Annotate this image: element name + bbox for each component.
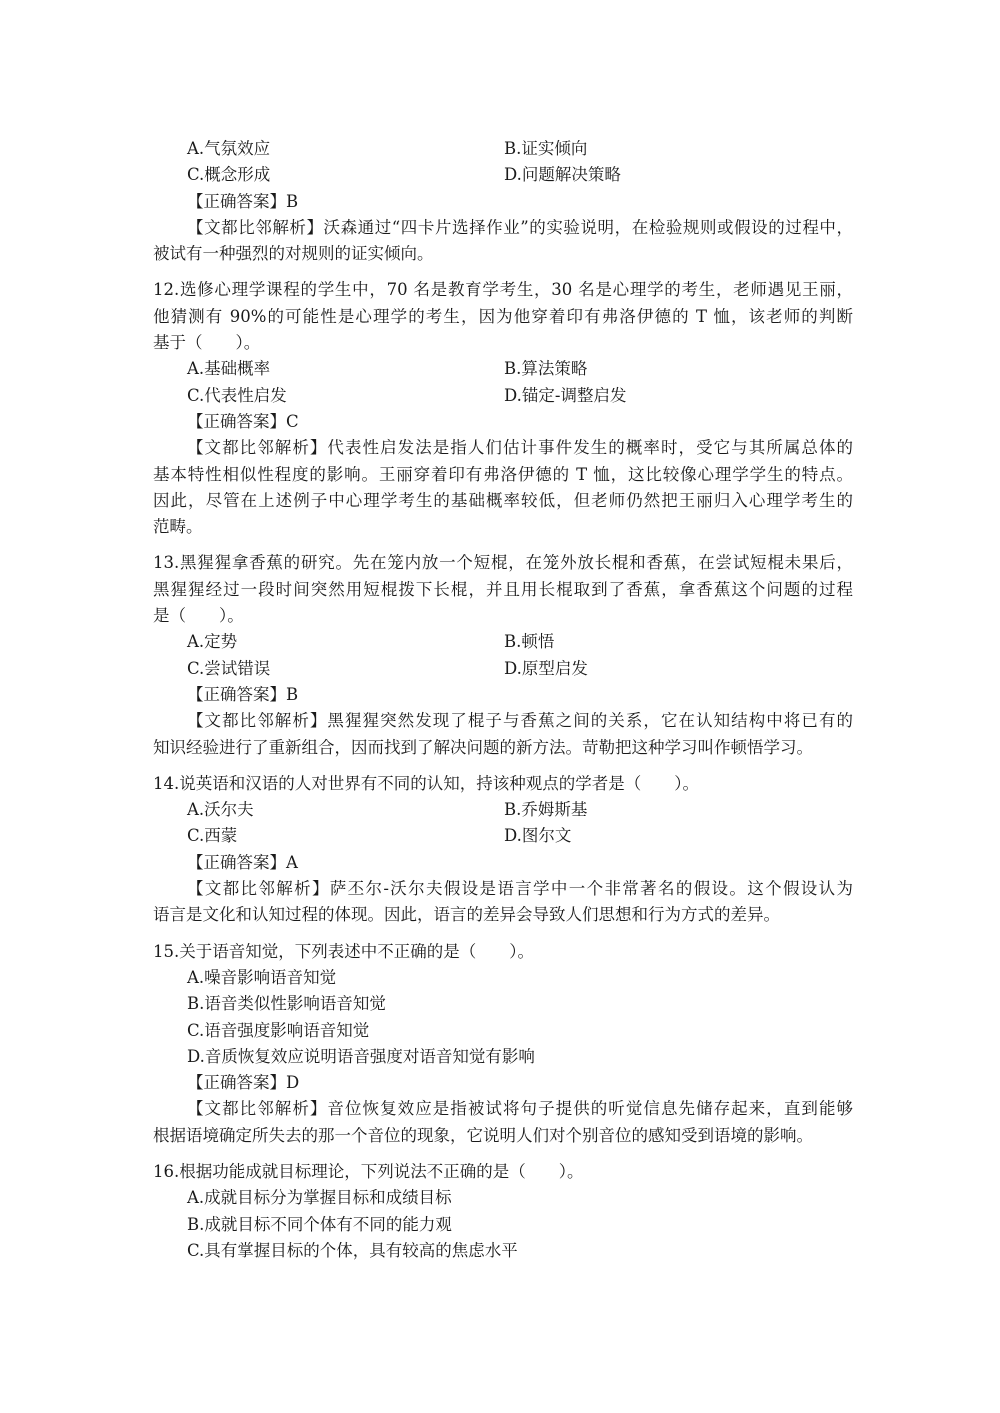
option-a: A.定势 [187, 632, 238, 652]
option-b: B.语音类似性影响语音知觉 [187, 994, 386, 1014]
question-12 [153, 277, 853, 540]
option-c: C.代表性启发 [187, 385, 287, 405]
option-b: B.顿悟 [504, 632, 555, 652]
option-c: C.尝试错误 [187, 658, 271, 678]
option-b: B.乔姆斯基 [504, 800, 588, 820]
question-11 [153, 136, 853, 267]
analysis-line: 【文都比邻解析】萨丕尔-沃尔夫假设是语言学中一个非常著名的假设。这个假设认为 [187, 879, 853, 899]
option-a: A.气氛效应 [187, 139, 271, 158]
analysis-line: 知识经验进行了重新组合，因而找到了解决问题的新方法。苛勒把这种学习叫作顿悟学习。 [153, 737, 813, 757]
analysis-line: 【文都比邻解析】黑猩猩突然发现了棍子与香蕉之间的关系，它在认知结构中将已有的 [187, 711, 853, 731]
option-row [153, 629, 853, 655]
question-stem-line: 黑猩猩经过一段时间突然用短棍拨下长棍，并且用长棍取到了香蕉，拿香蕉这个问题的过程 [153, 579, 853, 599]
analysis-line: 基本特性相似性程度的影响。王丽穿着印有弗洛伊德的 T 恤，这比较像心理学学生的特点。 [153, 464, 853, 484]
correct-answer: 【正确答案】D [187, 1073, 300, 1093]
question-stem-line: 16.根据功能成就目标理论，下列说法不正确的是（ ）。 [153, 1161, 584, 1181]
option-b: B.证实倾向 [504, 139, 588, 158]
question-stem-line: 12.选修心理学课程的学生中，70 名是教育学考生，30 名是心理学的考生，老师遇见王丽， [153, 280, 853, 300]
question-stem-line: 13.黑猩猩拿香蕉的研究。先在笼内放一个短棍，在笼外放长棍和香蕉，在尝试短棍未果后， [153, 553, 853, 573]
option-a: A.基础概率 [187, 359, 271, 379]
question-15 [153, 939, 853, 1149]
option-c: C.概念形成 [187, 165, 271, 185]
option-row [153, 136, 853, 162]
analysis-line: 【文都比邻解析】沃森通过“四卡片选择作业”的实验说明，在检验规则或假设的过程中， [187, 217, 853, 237]
option-c: C.语音强度影响语音知觉 [187, 1020, 370, 1040]
correct-answer: 【正确答案】C [187, 411, 299, 431]
option-b: B.算法策略 [504, 359, 588, 379]
option-b: B.成就目标不同个体有不同的能力观 [187, 1214, 452, 1234]
question-stem-line: 是（ ）。 [153, 606, 244, 626]
question-stem-line: 14.说英语和汉语的人对世界有不同的认知，持该种观点的学者是（ ）。 [153, 773, 699, 793]
option-d: D.图尔文 [504, 826, 572, 846]
option-row [153, 656, 853, 682]
option-d: D.音质恢复效应说明语音强度对语音知觉有影响 [187, 1046, 535, 1066]
question-16 [153, 1159, 853, 1264]
question-13 [153, 550, 853, 760]
analysis-line: 根据语境确定所失去的那一个音位的现象，它说明人们对个别音位的感知受到语境的影响。 [153, 1125, 813, 1145]
option-a: A.成就目标分为掌握目标和成绩目标 [187, 1188, 452, 1208]
option-row [153, 383, 853, 409]
analysis-line: 范畴。 [153, 517, 203, 537]
analysis-line: 【文都比邻解析】音位恢复效应是指被试将句子提供的听觉信息先储存起来，直到能够 [187, 1099, 853, 1119]
option-d: D.原型启发 [504, 658, 588, 678]
document-page [153, 136, 853, 1264]
option-c: C.西蒙 [187, 826, 238, 846]
analysis-line: 语言是文化和认知过程的体现。因此，语言的差异会导致人们思想和行为方式的差异。 [153, 905, 780, 925]
option-c: C.具有掌握目标的个体，具有较高的焦虑水平 [187, 1240, 518, 1260]
question-14 [153, 771, 853, 929]
analysis-line: 因此，尽管在上述例子中心理学考生的基础概率较低，但老师仍然把王丽归入心理学考生的 [153, 490, 853, 510]
analysis-line: 【文都比邻解析】代表性启发法是指人们估计事件发生的概率时，受它与其所属总体的 [187, 438, 853, 458]
option-row [153, 823, 853, 849]
question-stem-line: 基于（ ）。 [153, 333, 261, 353]
option-d: D.锚定-调整启发 [504, 385, 627, 405]
question-stem-line: 他猜测有 90%的可能性是心理学的考生，因为他穿着印有弗洛伊德的 T 恤，该老师的判断 [153, 306, 853, 326]
question-stem-line: 15.关于语音知觉，下列表述中不正确的是（ ）。 [153, 941, 534, 961]
correct-answer: 【正确答案】B [187, 684, 299, 704]
analysis-line: 被试有一种强烈的对规则的证实倾向。 [153, 244, 434, 264]
option-a: A.噪音影响语音知觉 [187, 967, 337, 987]
correct-answer: 【正确答案】A [187, 852, 298, 872]
option-row [153, 162, 853, 188]
correct-answer: 【正确答案】B [187, 191, 299, 211]
option-a: A.沃尔夫 [187, 800, 254, 820]
option-d: D.问题解决策略 [504, 165, 621, 185]
option-row [153, 356, 853, 382]
option-row [153, 797, 853, 823]
